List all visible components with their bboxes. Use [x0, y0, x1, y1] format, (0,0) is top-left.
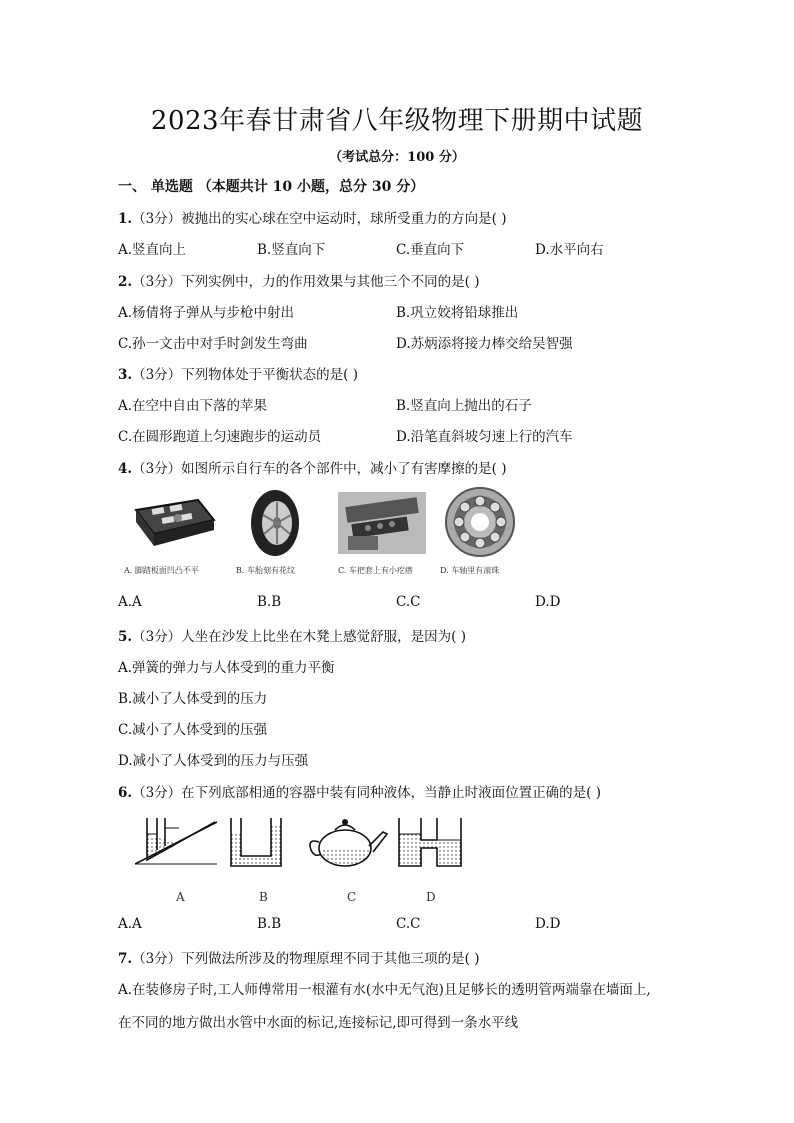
- question-text: （3分）如图所示自行车的各个部件中，减小了有害摩擦的是( ): [132, 461, 507, 477]
- q1-option-a: A.竖直向上: [118, 242, 187, 258]
- figure-label-c: C: [347, 890, 357, 904]
- question-text: （3分）下列实例中，力的作用效果与其他三个不同的是( ): [132, 274, 480, 290]
- q4-option-b: B.B: [257, 594, 282, 610]
- bearing-image: [444, 486, 516, 558]
- q1-option-c: C.垂直向下: [396, 242, 465, 258]
- q3-option-a: A.在空中自由下落的苹果: [118, 398, 268, 414]
- pedal-image: [118, 490, 228, 558]
- question-text: （3分）下列做法所涉及的物理原理不同于其他三项的是( ): [132, 951, 480, 967]
- question-7: [118, 947, 480, 967]
- question-number: 4.: [118, 461, 133, 477]
- figure-label-a: A: [176, 890, 185, 904]
- container-c: [310, 819, 387, 866]
- connected-containers-figure: [135, 810, 475, 890]
- figure-label-b: B: [259, 890, 268, 904]
- q6-option-a: A.A: [118, 916, 142, 932]
- q2-option-d: D.苏炳添将接力棒交给吴智强: [396, 336, 573, 352]
- q3-option-b: B.竖直向上抛出的石子: [396, 398, 532, 414]
- q4-option-a: A.A: [118, 594, 142, 610]
- question-2: [118, 270, 480, 290]
- q2-option-b: B.巩立姣将铅球推出: [396, 305, 519, 321]
- q2-option-a: A.杨倩将子弹从与步枪中射出: [118, 305, 295, 321]
- question-text: （3分）人坐在沙发上比坐在木凳上感觉舒服，是因为( ): [132, 629, 467, 645]
- q2-option-c: C.孙一文击中对手时剑发生弯曲: [118, 336, 308, 352]
- question-3: [118, 363, 358, 383]
- q1-option-d: D.水平向右: [535, 242, 604, 258]
- q4-option-d: D.D: [535, 594, 561, 610]
- q3-option-d: D.沿笔直斜坡匀速上行的汽车: [396, 429, 573, 445]
- tire-image: [245, 488, 305, 558]
- q3-option-c: C.在圆形跑道上匀速跑步的运动员: [118, 429, 322, 445]
- q1-option-b: B.竖直向下: [257, 242, 326, 258]
- q6-option-b: B.B: [257, 916, 282, 932]
- container-b: [231, 818, 281, 866]
- handlebar-image: [338, 492, 426, 554]
- question-number: 1.: [118, 211, 133, 227]
- question-5: [118, 625, 466, 645]
- q5-option-b: B.减小了人体受到的压力: [118, 691, 268, 707]
- q4-caption-c: C. 车把套上有小疙瘩: [338, 566, 413, 575]
- question-number: 3.: [118, 367, 133, 383]
- question-number: 5.: [118, 629, 133, 645]
- question-text: （3分）被抛出的实心球在空中运动时，球所受重力的方向是( ): [132, 211, 507, 227]
- q4-caption-d: D. 车轴里有滚珠: [440, 566, 500, 575]
- question-text: （3分）下列物体处于平衡状态的是( ): [132, 367, 359, 383]
- container-a: [135, 818, 217, 864]
- section-heading-single-choice: 一、 单选题 （本题共计 10 小题，总分 30 分）: [118, 179, 425, 195]
- question-text: （3分）在下列底部相通的容器中装有同种液体，当静止时液面位置正确的是( ): [132, 785, 602, 801]
- question-1: [118, 207, 507, 227]
- figure-label-d: D: [426, 890, 436, 904]
- q4-caption-a: A. 脚踏板面凹凸不平: [124, 566, 199, 575]
- q4-option-c: C.C: [396, 594, 421, 610]
- exam-title: 2023年春甘肃省八年级物理下册期中试题: [150, 106, 644, 136]
- question-number: 2.: [118, 274, 133, 290]
- q6-option-d: D.D: [535, 916, 561, 932]
- exam-total-score: （考试总分：100 分）: [329, 150, 465, 165]
- q5-option-c: C.减小了人体受到的压强: [118, 722, 268, 738]
- q7-option-a-line1: A.在装修房子时,工人师傅常用一根灌有水(水中无气泡)且足够长的透明管两端靠在墙面上,: [118, 982, 651, 998]
- q4-caption-b: B. 车胎刻有花纹: [236, 566, 295, 575]
- question-number: 7.: [118, 951, 133, 967]
- q5-option-a: A.弹簧的弹力与人体受到的重力平衡: [118, 660, 335, 676]
- question-4: [118, 457, 507, 477]
- q6-option-c: C.C: [396, 916, 421, 932]
- q7-option-a-line2: 在不同的地方做出水管中水面的标记,连接标记,即可得到一条水平线: [118, 1015, 519, 1031]
- container-d: [399, 818, 461, 866]
- q5-option-d: D.减小了人体受到的压力与压强: [118, 753, 309, 769]
- question-6: [118, 781, 601, 801]
- question-number: 6.: [118, 785, 133, 801]
